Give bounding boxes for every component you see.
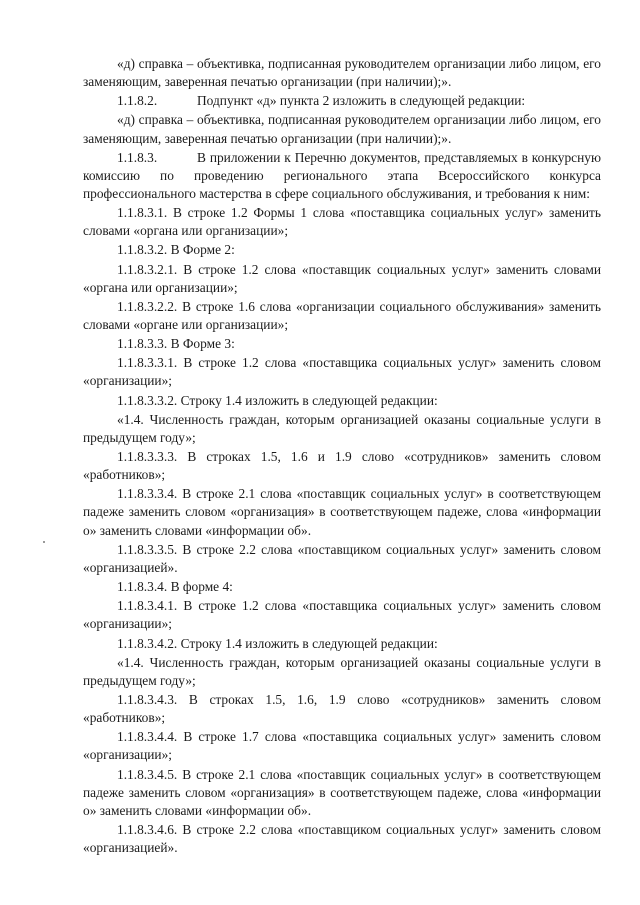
paragraph-21: 1.1.8.3.4.4. В строке 1.7 слова «поставщика социальных услуг» заменить словом «организации»; <box>83 729 601 763</box>
paragraph-20: 1.1.8.3.4.3. В строках 1.5, 1.6, 1.9 слово «сотрудников» заменить словом «работников»; <box>83 691 601 726</box>
paragraph-7: 1.1.8.3.2.1. В строке 1.2 слова «поставщик социальных услуг» заменить словами «органа или организации»; <box>83 261 601 295</box>
paragraph-16: 1.1.8.3.4. В форме 4: <box>117 579 233 595</box>
paragraph-23: 1.1.8.3.4.6. В строке 2.2 слова «поставщиком социальных услуг» заменить словом «организацией». <box>83 821 601 855</box>
paragraph-8: 1.1.8.3.2.2. В строке 1.6 слова «организации социального обслуживания» заменить словами «органе или организации»; <box>83 298 601 332</box>
paragraph-2: 1.1.8.2. Подпункт «д» пункта 2 изложить в следующей редакции: <box>83 92 601 110</box>
paragraph-10: 1.1.8.3.3.1. В строке 1.2 слова «поставщика социальных услуг» заменить словом «организации»; <box>83 355 601 389</box>
paragraph-18: 1.1.8.3.4.2. Строку 1.4 изложить в следующей редакции: <box>117 635 438 651</box>
paragraph-1: «д) справка – объективка, подписанная руководителем организации либо лицом, его заменяющим, заверенная печатью организации (при наличии);». <box>83 56 601 90</box>
paragraph-number: 1.1.8.3. <box>117 149 158 165</box>
paragraph-17: 1.1.8.3.4.1. В строке 1.2 слова «поставщика социальных услуг» заменить словом «организации»; <box>83 598 601 632</box>
paragraph-9: 1.1.8.3.3. В Форме 3: <box>117 336 235 352</box>
paragraph-5: 1.1.8.3.1. В строке 1.2 Формы 1 слова «поставщика социальных услуг» заменить словами «органа или организации»; <box>83 205 601 239</box>
scan-artifact-dot <box>43 541 45 543</box>
paragraph-12: «1.4. Численность граждан, которым организацией оказаны социальные услуги в предыдущем году»; <box>83 411 601 445</box>
paragraph-4: 1.1.8.3. В приложении к Перечню документов, представляемых в конкурсную комиссию по проведению регионального этапа Всероссийского конкурса профессионального мастерства в сфере социального обслуживания, и требования к ним: <box>83 149 601 201</box>
paragraph-13: 1.1.8.3.3.3. В строках 1.5, 1.6 и 1.9 слово «сотрудников» заменить словом «работников»; <box>83 449 601 483</box>
paragraph-19: «1.4. Численность граждан, которым организацией оказаны социальные услуги в предыдущем году»; <box>83 654 601 688</box>
paragraph-22: 1.1.8.3.4.5. В строке 2.1 слова «поставщик социальных услуг» в соответствующем падеже заменить словом «организация» в соответствующем падеже, слова «информации о» заменить словами «информации об». <box>83 766 601 818</box>
document-page <box>83 55 601 858</box>
paragraph-number: 1.1.8.2. <box>117 93 158 109</box>
paragraph-3: «д) справка – объективка, подписанная руководителем организации либо лицом, его заменяющим, заверенная печатью организации (при наличии);». <box>83 112 601 146</box>
paragraph-6: 1.1.8.3.2. В Форме 2: <box>117 242 235 258</box>
paragraph-15: 1.1.8.3.3.5. В строке 2.2 слова «поставщиком социальных услуг» заменить словом «организацией». <box>83 541 601 575</box>
paragraph-11: 1.1.8.3.3.2. Строку 1.4 изложить в следующей редакции: <box>117 392 438 408</box>
paragraph-14: 1.1.8.3.3.4. В строке 2.1 слова «поставщик социальных услуг» в соответствующем падеже заменить словом «организация» в соответствующем падеже, слова «информации о» заменить словами «информации об». <box>83 486 601 538</box>
